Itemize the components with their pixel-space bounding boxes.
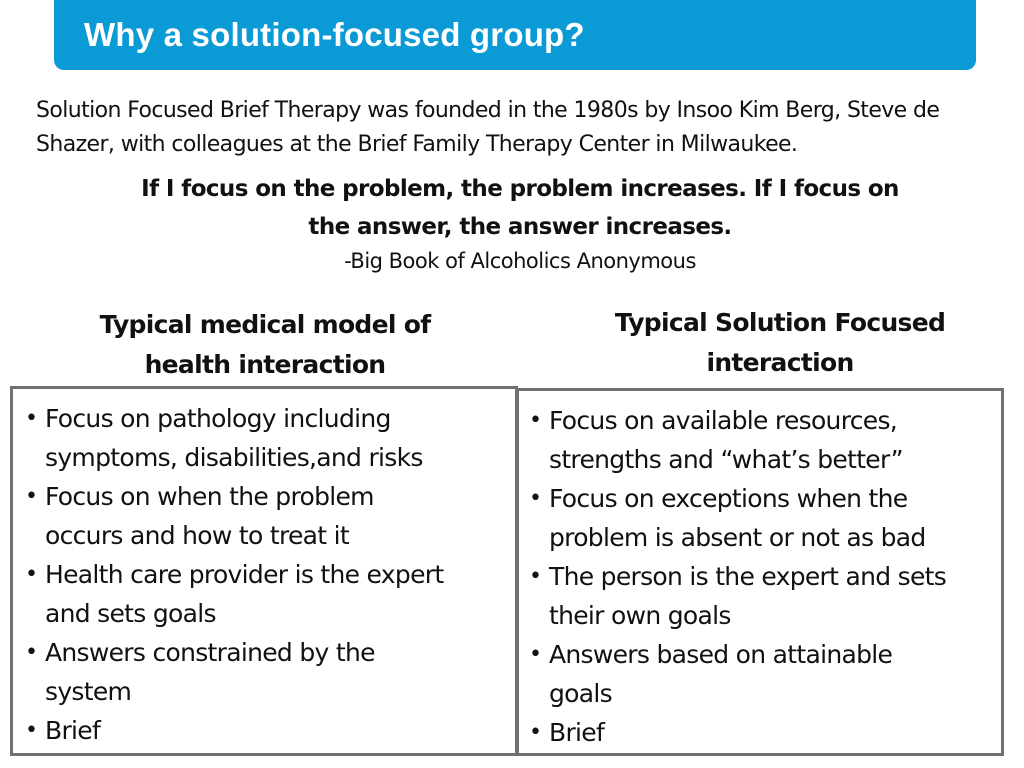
bullet-icon: • [25, 484, 38, 509]
list-item [527, 713, 991, 752]
bullet-icon: • [25, 406, 38, 431]
slide-title: Why a solution-focused group? [84, 16, 585, 53]
left-heading-line-1: Typical medical model of [99, 310, 431, 339]
list-item [527, 479, 991, 557]
list-item-text: Focus on pathology including [45, 404, 391, 433]
bullet-icon: • [529, 564, 542, 589]
list-item-text: occurs and how to treat it [45, 521, 349, 550]
list-item-text: Answers constrained by the [45, 638, 375, 667]
bullet-icon: • [529, 486, 542, 511]
quote [60, 170, 980, 246]
list-item-text: Health care provider is the expert [45, 560, 444, 589]
list-item-text: and sets goals [45, 599, 216, 628]
left-heading-line-2: health interaction [144, 350, 386, 379]
list-item-text: Focus on when the problem [45, 482, 374, 511]
bullet-icon: • [529, 408, 542, 433]
list-item-text: goals [549, 679, 612, 708]
list-item [23, 399, 505, 477]
right-column-heading [540, 303, 1020, 383]
list-item-text: system [45, 677, 132, 706]
quote-line-2: the answer, the answer increases. [308, 214, 732, 240]
list-item-text: Brief [45, 716, 101, 745]
list-item-text: symptoms, disabilities,and risks [45, 443, 423, 472]
list-item [527, 557, 991, 635]
left-column-heading [30, 305, 500, 385]
list-item [23, 477, 505, 555]
bullet-icon: • [25, 640, 38, 665]
solution-focused-list [519, 391, 1001, 752]
quote-source: -Big Book of Alcoholics Anonymous [344, 249, 696, 273]
bullet-icon: • [529, 720, 542, 745]
medical-model-box [10, 386, 518, 756]
intro-paragraph: Solution Focused Brief Therapy was founded in the 1980s by Insoo Kim Berg, Steve de Shazer, with colleagues at the Brief Family Therapy Center in Milwaukee. [36, 98, 940, 157]
list-item-text: Brief [549, 718, 605, 747]
right-heading-line-2: interaction [706, 348, 854, 377]
list-item-text: strengths and “what’s better” [549, 445, 903, 474]
bullet-icon: • [25, 718, 38, 743]
list-item-text: The person is the expert and sets [549, 562, 947, 591]
list-item [23, 555, 505, 633]
list-item [23, 711, 505, 750]
quote-line-1: If I focus on the problem, the problem increases. If I focus on [141, 176, 899, 202]
list-item-text: Answers based on attainable [549, 640, 893, 669]
list-item [527, 635, 991, 713]
list-item-text: problem is absent or not as bad [549, 523, 926, 552]
bullet-icon: • [25, 562, 38, 587]
medical-model-list [13, 389, 515, 750]
right-heading-line-1: Typical Solution Focused [614, 308, 946, 337]
bullet-icon: • [529, 642, 542, 667]
list-item [527, 401, 991, 479]
list-item-text: their own goals [549, 601, 731, 630]
list-item-text: Focus on exceptions when the [549, 484, 908, 513]
solution-focused-box [516, 388, 1004, 756]
list-item-text: Focus on available resources, [549, 406, 898, 435]
list-item [23, 633, 505, 711]
title-bar [54, 0, 976, 70]
